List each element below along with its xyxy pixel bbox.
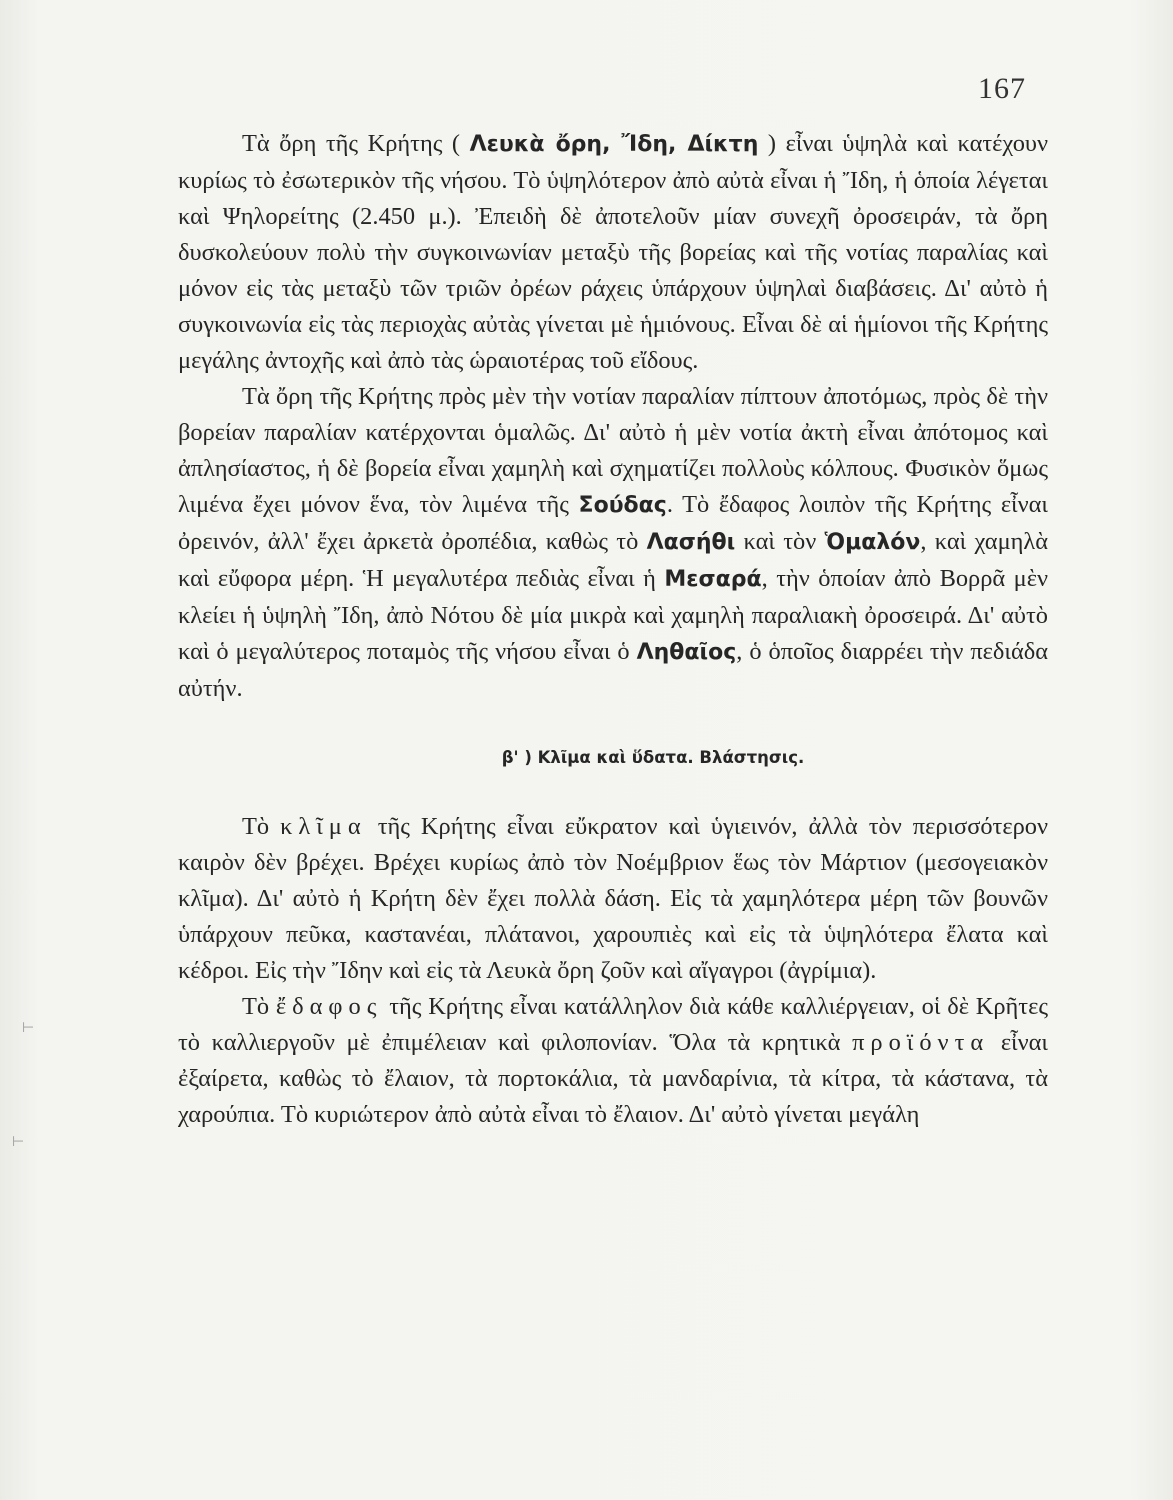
text-run: Τὸ [242,813,281,840]
section-heading: β' ) Κλῖμα καὶ ὕδατα. Βλάστησις. [501,748,805,767]
bold-lasithi: Λασήθι [646,530,736,555]
bold-souda: Σούδας [578,493,667,518]
margin-mark: ⊢ [22,1020,35,1036]
paragraph-climate [178,809,1048,989]
text-run: Τὸ [242,993,276,1020]
text-run: καὶ τὸν [735,528,825,555]
bold-mesara: Μεσαρά [664,567,762,592]
spaced-term-climate: κλῖμα [280,813,367,840]
text-run: τῆς Κρήτης εἶναι εὔκρατον καὶ ὑγιεινόν, ἀλλὰ τὸν περισσότερον καιρὸν δὲν βρέχει. Βρέχει κυρίως ἀπὸ τὸν Νοέμβριον ἕως τὸν Μάρτιον (μεσογειακὸν κλῖμα). Δι' αὐτὸ ἡ Κρήτη δὲν ἔχει πολλὰ δάση. Εἰς τὰ χαμηλότερα μέρη τῶν βουνῶν ὑπάρχουν πεῦκα, καστανέαι, πλάτανοι, χαρουπιὲς καὶ εἰς τὰ ὑψηλότερα ἔλατα καὶ κέδροι. Εἰς τὴν Ἴδην καὶ εἰς τὰ Λευκὰ ὄρη ζοῦν καὶ αἴγαγροι (ἀγρίμια). [178,813,1048,984]
text-run: Τὰ ὄρη τῆς Κρήτης πρὸς μὲν τὴν νοτίαν παραλίαν πίπτουν ἀποτόμως, πρὸς δὲ τὴν βορείαν παραλίαν κατέρχονται ὁμαλῶς. Δι' αὐτὸ ἡ μὲν νοτία ἀκτὴ εἶναι ἀπότομος καὶ ἀπλησίαστος, ἡ δὲ βορεία εἶναι χαμηλὴ καὶ σχηματίζει πολλοὺς κόλπους. Φυσικὸν ὅμως λιμένα ἔχει μόνον ἕνα, τὸν λιμένα τῆς [178,383,1048,518]
spaced-term-products: προϊόντα [852,1029,990,1056]
text-run: , τὴν ὁποίαν ἀπὸ Βορρᾶ μὲν κλείει ἡ ὑψηλὴ Ἴδη, ἀπὸ Νότου δὲ μία μικρὰ καὶ χαμηλὴ παραλιακὴ ὀροσειρά. Δι' αὐτὸ καὶ ὁ μεγαλύτερος ποταμὸς τῆς νήσου εἶναι ὁ [178,565,1048,665]
text-run: . Τὸ ἔδαφος λοιπὸν τῆς Κρήτης εἶναι ὀρεινόν, ἀλλ' ἔχει ἀρκετὰ ὀροπέδια, καθὼς τὸ [178,491,1048,555]
text-run: εἶναι ἐξαίρετα, καθὼς τὸ ἔλαιον, τὰ πορτοκάλια, τὰ μανδαρίνια, τὰ κίτρα, τὰ κάστανα, τὰ χαρούπια. Τὸ κυριώτερον ἀπὸ αὐτὰ εἶναι τὸ ἔλαιον. Δι' αὐτὸ γίνεται μεγάλη [178,1029,1048,1128]
text-run: , ὁ ὁποῖος διαρρέει τὴν πεδιάδα αὐτήν. [178,638,1049,702]
paragraph-soil [178,989,1048,1133]
spaced-term-soil: ἔδαφος [275,993,383,1020]
paragraph-coasts [178,379,1048,707]
text-run: Τὰ ὄρη τῆς Κρήτης ( [242,130,470,157]
text-run: τῆς Κρήτης εἶναι κατάλληλον διὰ κάθε καλλιέργειαν, οἱ δὲ Κρῆτες τὸ καλλιεργοῦν μὲ ἐπιμέλειαν καὶ φιλοπονίαν. Ὅλα τὰ κρητικὰ [178,993,1048,1056]
bold-mountain-names: Λευκὰ ὄρη, Ἴδη, Δίκτη [469,132,759,157]
bold-lethaios: Ληθαῖος [636,640,737,665]
page-number: 167 [978,72,1026,105]
paragraph-mountains [178,126,1048,379]
text-run: ) εἶναι ὑψηλὰ καὶ κατέχουν κυρίως τὸ ἐσωτερικὸν τῆς νήσου. Τὸ ὑψηλότερον ἀπὸ αὐτὰ εἶναι ἡ Ἴδη, ἡ ὁποία λέγεται καὶ Ψηλορείτης (2.450 μ.). Ἐπειδὴ δὲ ἀποτελοῦν μίαν συνεχῆ ὀροσειράν, τὰ ὄρη δυσκολεύουν πολὺ τὴν συγκοινωνίαν μεταξὺ τῆς βορείας καὶ τῆς νοτίας παραλίας καὶ μόνον εἰς τὰς μεταξὺ τῶν τριῶν ὀρέων ράχεις ὑπάρχουν ὑψηλαὶ διαβάσεις. Δι' αὐτὸ ἡ συγκοινωνία εἰς τὰς περιοχὰς αὐτὰς γίνεται μὲ ἡμιόνους. Εἶναι δὲ αἱ ἡμίονοι τῆς Κρήτης μεγάλης ἀντοχῆς καὶ ἀπὸ τὰς ὡραιοτέρας τοῦ εἴδους. [178,130,1048,374]
margin-mark: ⊢ [12,1134,25,1150]
bold-omalos: Ὁμαλόν [824,530,921,555]
text-run: , καὶ χαμηλὰ καὶ εὔφορα μέρη. Ἡ μεγαλυτέρα πεδιὰς εἶναι ἡ [178,528,1049,592]
body-text [178,126,1048,1133]
